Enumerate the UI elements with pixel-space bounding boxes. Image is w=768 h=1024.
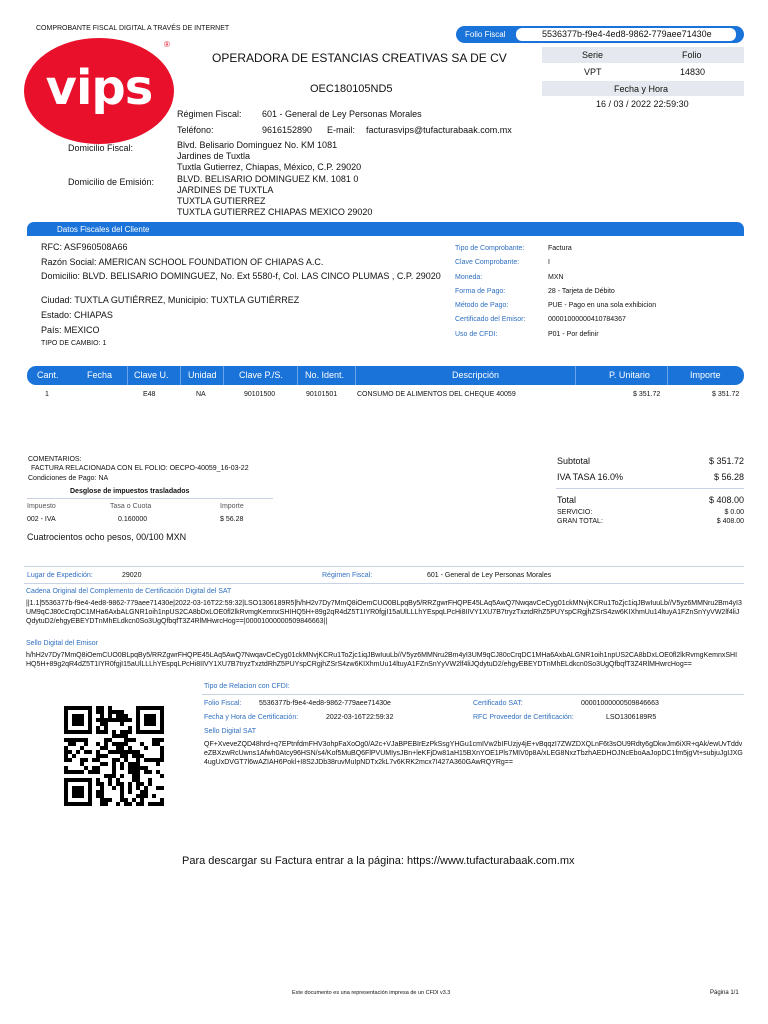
field-label: Tipo de Comprobante:	[455, 245, 525, 252]
cell-importe: $ 351.72	[712, 391, 740, 398]
certificado-sat-label: Certificado SAT:	[473, 700, 523, 707]
fecha-value: 16 / 03 / 2022 22:59:30	[596, 99, 689, 109]
tax-tasa: 0.160000	[118, 516, 148, 523]
page-number: Página 1/1	[710, 990, 739, 996]
sat-regimen-value: 601 - General de Ley Personas Morales	[427, 572, 552, 579]
items-table-header	[27, 366, 744, 385]
download-instructions: Para descargar su Factura entrar a la página: https://www.tufacturabaak.com.mx	[182, 855, 575, 867]
field-value: 28 - Tarjeta de Débito	[548, 287, 615, 295]
col-importe: Importe	[690, 370, 721, 380]
lugar-expedicion-value: 29020	[122, 572, 142, 579]
servicio-label: SERVICIO:	[557, 509, 593, 516]
telefono-label: Teléfono:	[177, 125, 214, 135]
subtotal-label: Subtotal	[557, 456, 591, 466]
email-label: E-mail:	[327, 125, 356, 135]
cliente-pais: País: MEXICO	[41, 325, 100, 335]
total-value: $ 408.00	[708, 495, 744, 505]
serie-folio-header	[542, 47, 744, 63]
serie-label: Serie	[582, 50, 604, 60]
cliente-section-header	[27, 222, 744, 236]
col-clave-u: Clave U.	[134, 370, 169, 380]
cliente-razon-social: Razón Social: AMERICAN SCHOOL FOUNDATION OF CHIAPAS A.C.	[41, 257, 324, 267]
sello-sat-title: Sello Digital SAT	[204, 728, 257, 735]
comentarios-title: COMENTARIOS:	[28, 456, 82, 463]
table-row	[27, 391, 744, 401]
lugar-expedicion-label: Lugar de Expedición:	[27, 572, 93, 579]
sello-emisor-title: Sello Digital del Emisor	[26, 640, 98, 647]
timbre-folio-label: Folio Fiscal:	[204, 700, 242, 707]
logo-text: vips	[45, 60, 153, 116]
registered-mark: ®	[164, 40, 170, 49]
qr-code-icon	[64, 706, 164, 806]
tipo-relacion-label: Tipo de Relacion con CFDI:	[204, 683, 290, 690]
col-unidad: Unidad	[188, 370, 217, 380]
col-clave-ps: Clave P./S.	[239, 370, 283, 380]
col-p-unitario: P. Unitario	[609, 370, 650, 380]
total-label: Total	[557, 495, 577, 505]
cliente-domicilio: Domicilio: BLVD. BELISARIO DOMINGUEZ, No. Ext 5580-f, Col. LAS CINCO PLUMAS , C.P. 29020	[41, 271, 441, 281]
field-value: P01 - Por definir	[548, 330, 599, 338]
field-label: Uso de CFDI:	[455, 330, 498, 338]
field-value: 00001000000410784367	[548, 316, 626, 324]
folio-fiscal-pill	[456, 26, 744, 43]
rfc-proveedor-value: LSO1306189R5	[606, 714, 657, 721]
folio-label: Folio	[682, 50, 702, 60]
field-label: Clave Comprobante:	[455, 259, 520, 267]
fecha-certificacion-label: Fecha y Hora de Certificación:	[204, 714, 299, 721]
cliente-section-title: Datos Fiscales del Cliente	[57, 225, 150, 234]
cell-descripcion: CONSUMO DE ALIMENTOS DEL CHEQUE 40059	[357, 391, 516, 398]
subtotal-value: $ 351.72	[708, 456, 744, 466]
tax-importe: $ 56.28	[220, 516, 244, 523]
company-name: OPERADORA DE ESTANCIAS CREATIVAS SA DE CV	[212, 51, 507, 65]
importe-con-letra: Cuatrocientos ocho pesos, 00/100 MXN	[27, 532, 187, 542]
sello-emisor-text: h/hH2v7Dy7MmQ8iOemCUO0BLpqBy5/RRZgwrFHQPE45LAq5AwQ7NwqavCeCyg01ckMNvjKCRu1ToZjc1iqJBwIuuLb//V5yz6MMNru2Bm4yI3UM9qCJ80cCrqDC1MHa6AxbALGNR1oih1npUS2CA8bDxLOE0fl2lkRvmgKemnxSHIHQ5H+89g2qR4dZ5T1IYR0fgjI15aUlLLLhYEspqLPcHi8IIVY1XU7B7tryzTxztdRhZ5PUYspCRgjhZSrS4zw6KIXhmUu14ltuyA1FZnSnYyVW2lf4liJQdytuD2/ehgyEBEYDTnMhELdkcn0So3UgQfbqfT3Z4RlMHwrcHog==	[26, 652, 738, 668]
domicilio-emision-line: BLVD. BELISARIO DOMINGUEZ KM. 1081 0	[177, 174, 359, 184]
cell-clave-ps: 90101500	[244, 391, 276, 398]
rfc-proveedor-label: RFC Proveedor de Certificación:	[473, 714, 574, 721]
vips-logo	[24, 38, 174, 144]
timbre-folio-value: 5536377b-f9e4-4ed8-9862-779aee71430e	[259, 700, 391, 707]
field-value: Factura	[548, 245, 572, 252]
field-label: Método de Pago:	[455, 302, 509, 310]
field-value: I	[548, 259, 550, 267]
field-value: PUE - Pago en una sola exhibicion	[548, 302, 657, 310]
field-value: MXN	[548, 273, 564, 281]
sello-sat-text: QF+XveveZQD48hrd+q7EPtnfdmFHV3ohpFaXoOg0/A2c+VJaBPEBIrEzPkSsgYHGu1cmIVw2bIFUzjy4jE+vBqqzI7ZWZDXQLnF6t3sOU9Rdty6gDkwJm6iXR+qAk/ewUvTddveZBXzwRcUwns1Afwh0Atcy96HSN/s4/Kof5MuBQ6FlPVUMIysJBn+leKFjDw81aH15BXnYOE1Pls7MIV0p8A/xLEG8NxzTbzhAEDHOJNcEboAaJopDC1fm5jgVt+subjuJgIJXG4ugUxDVGT7l6wAZIAH6Pokl+I8S2JDb38ruvMuIpNDTx2kL7v6KRK2mcx7I427A360GAwRQYRg==	[204, 741, 743, 766]
field-label: Forma de Pago:	[455, 287, 506, 295]
domicilio-emision-line: JARDINES DE TUXTLA	[177, 185, 274, 195]
regimen-label: Régimen Fiscal:	[177, 109, 242, 119]
cell-clave-u: E48	[143, 391, 156, 398]
domicilio-fiscal-line: Tuxtla Gutierrez, Chiapas, México, C.P. 29020	[177, 162, 362, 172]
col-no-ident: No. Ident.	[305, 370, 345, 380]
cliente-estado: Estado: CHIAPAS	[41, 310, 113, 320]
tax-header-tasa: Tasa o Cuota	[110, 503, 152, 510]
col-fecha: Fecha	[87, 370, 113, 380]
regimen-value: 601 - General de Ley Personas Morales	[262, 109, 422, 119]
cell-cant: 1	[45, 391, 49, 398]
document-type-caption: COMPROBANTE FISCAL DIGITAL A TRAVÉS DE INTERNET	[36, 25, 230, 32]
serie-value: VPT	[584, 67, 602, 77]
desglose-title: Desglose de impuestos trasladados	[70, 488, 190, 495]
email-value: facturasvips@tufacturabaak.com.mx	[366, 125, 512, 135]
domicilio-fiscal-line: Blvd. Belisario Dominguez No. KM 1081	[177, 140, 338, 150]
cell-no-ident: 90101501	[306, 391, 338, 398]
comentarios-text: FACTURA RELACIONADA CON EL FOLIO: OECPO-40059_16-03-22	[31, 465, 249, 472]
tax-header-importe: Importe	[220, 503, 244, 510]
sat-regimen-label: Régimen Fiscal:	[322, 572, 373, 579]
telefono-value: 9616152890	[262, 125, 313, 135]
tipo-cambio: TIPO DE CAMBIO: 1	[41, 340, 107, 347]
cliente-ciudad: Ciudad: TUXTLA GUTIÉRREZ, Municipio: TUXTLA GUTIÉRREZ	[41, 295, 300, 305]
fecha-label: Fecha y Hora	[614, 84, 669, 94]
domicilio-fiscal-label: Domicilio Fiscal:	[68, 143, 134, 153]
domicilio-emision-line: TUXTLA GUTIERREZ CHIAPAS MEXICO 29020	[177, 207, 373, 217]
certificado-sat-value: 00001000000509846663	[581, 700, 659, 707]
servicio-value: $ 0.00	[724, 509, 744, 516]
cliente-rfc: RFC: ASF960508A66	[41, 242, 128, 252]
domicilio-emision-label: Domicilio de Emisión:	[68, 177, 155, 187]
condiciones-pago: Condiciones de Pago: NA	[28, 475, 109, 482]
company-rfc: OEC180105ND5	[310, 83, 393, 95]
iva-value: $ 56.28	[713, 472, 744, 482]
folio-fiscal-value: 5536377b-f9e4-4ed8-9862-779aee71430e	[516, 28, 736, 41]
domicilio-emision-block	[177, 174, 372, 218]
gran-total-label: GRAN TOTAL:	[557, 518, 603, 525]
cadena-original-text: ||1.1|5536377b-f9e4-4ed8-9862-779aee71430e|2022-03-16T22:59:32|LSO1306189R5|h/hH2v7Dy7MmQ8iOemCUO0BLpqBy5/RRZgwrFHQPE45LAq5AwQ7NwqavCeCyg01ckMNvjKCRu1ToZjc1iqJBwIuuLb//V5yz6MMNru2Bm4yI3UM9qCJ80cCrqDC1MHa6AxbALGNR1oih1npUS2CA8bDxLOE0fl2lkRvmgKemnxSHIHQ5H+89g2qR4dZ5T1IYR0fgjI15aUlLLLhYEspqLPcHi8IIVY1XU7B7tryzTxztdRhZ5PUYspCRgjhZSrS4zw6KIXhmUu14ltuyA1FZnSnYyVW2lf4liJQdytuD2/ehgyEBEYDTnMhELdkcn0So3UgQfbqfT3Z4RlMHwrcHog==|00001000000509846663||	[26, 600, 742, 625]
comprobante-fields-values	[548, 242, 656, 342]
field-label: Moneda:	[455, 273, 483, 281]
cell-unidad: NA	[196, 391, 206, 398]
folio-value: 14830	[680, 67, 706, 77]
gran-total-value: $ 408.00	[716, 518, 744, 525]
iva-label: IVA TASA 16.0%	[557, 472, 624, 482]
col-descripcion: Descripción	[452, 370, 500, 380]
field-label: Certificado del Emisor:	[455, 316, 526, 324]
tax-impuesto: 002 - IVA	[27, 516, 56, 523]
domicilio-emision-line: TUXTLA GUTIERREZ	[177, 196, 266, 206]
cadena-original-title: Cadena Original del Complemento de Certificación Digital del SAT	[26, 588, 232, 595]
cell-p-unitario: $ 351.72	[633, 391, 661, 398]
fecha-header	[542, 81, 744, 96]
comprobante-fields-labels	[455, 242, 525, 342]
folio-fiscal-label: Folio Fiscal	[465, 30, 506, 39]
representation-note: Este documento es una representación impresa de un CFDI v3.3	[292, 990, 451, 996]
fecha-certificacion-value: 2022-03-16T22:59:32	[326, 714, 394, 721]
domicilio-fiscal-line: Jardines de Tuxtla	[177, 151, 251, 161]
domicilio-fiscal-block	[177, 140, 361, 173]
col-cant: Cant.	[37, 370, 59, 380]
tax-header-impuesto: Impuesto	[27, 503, 56, 510]
